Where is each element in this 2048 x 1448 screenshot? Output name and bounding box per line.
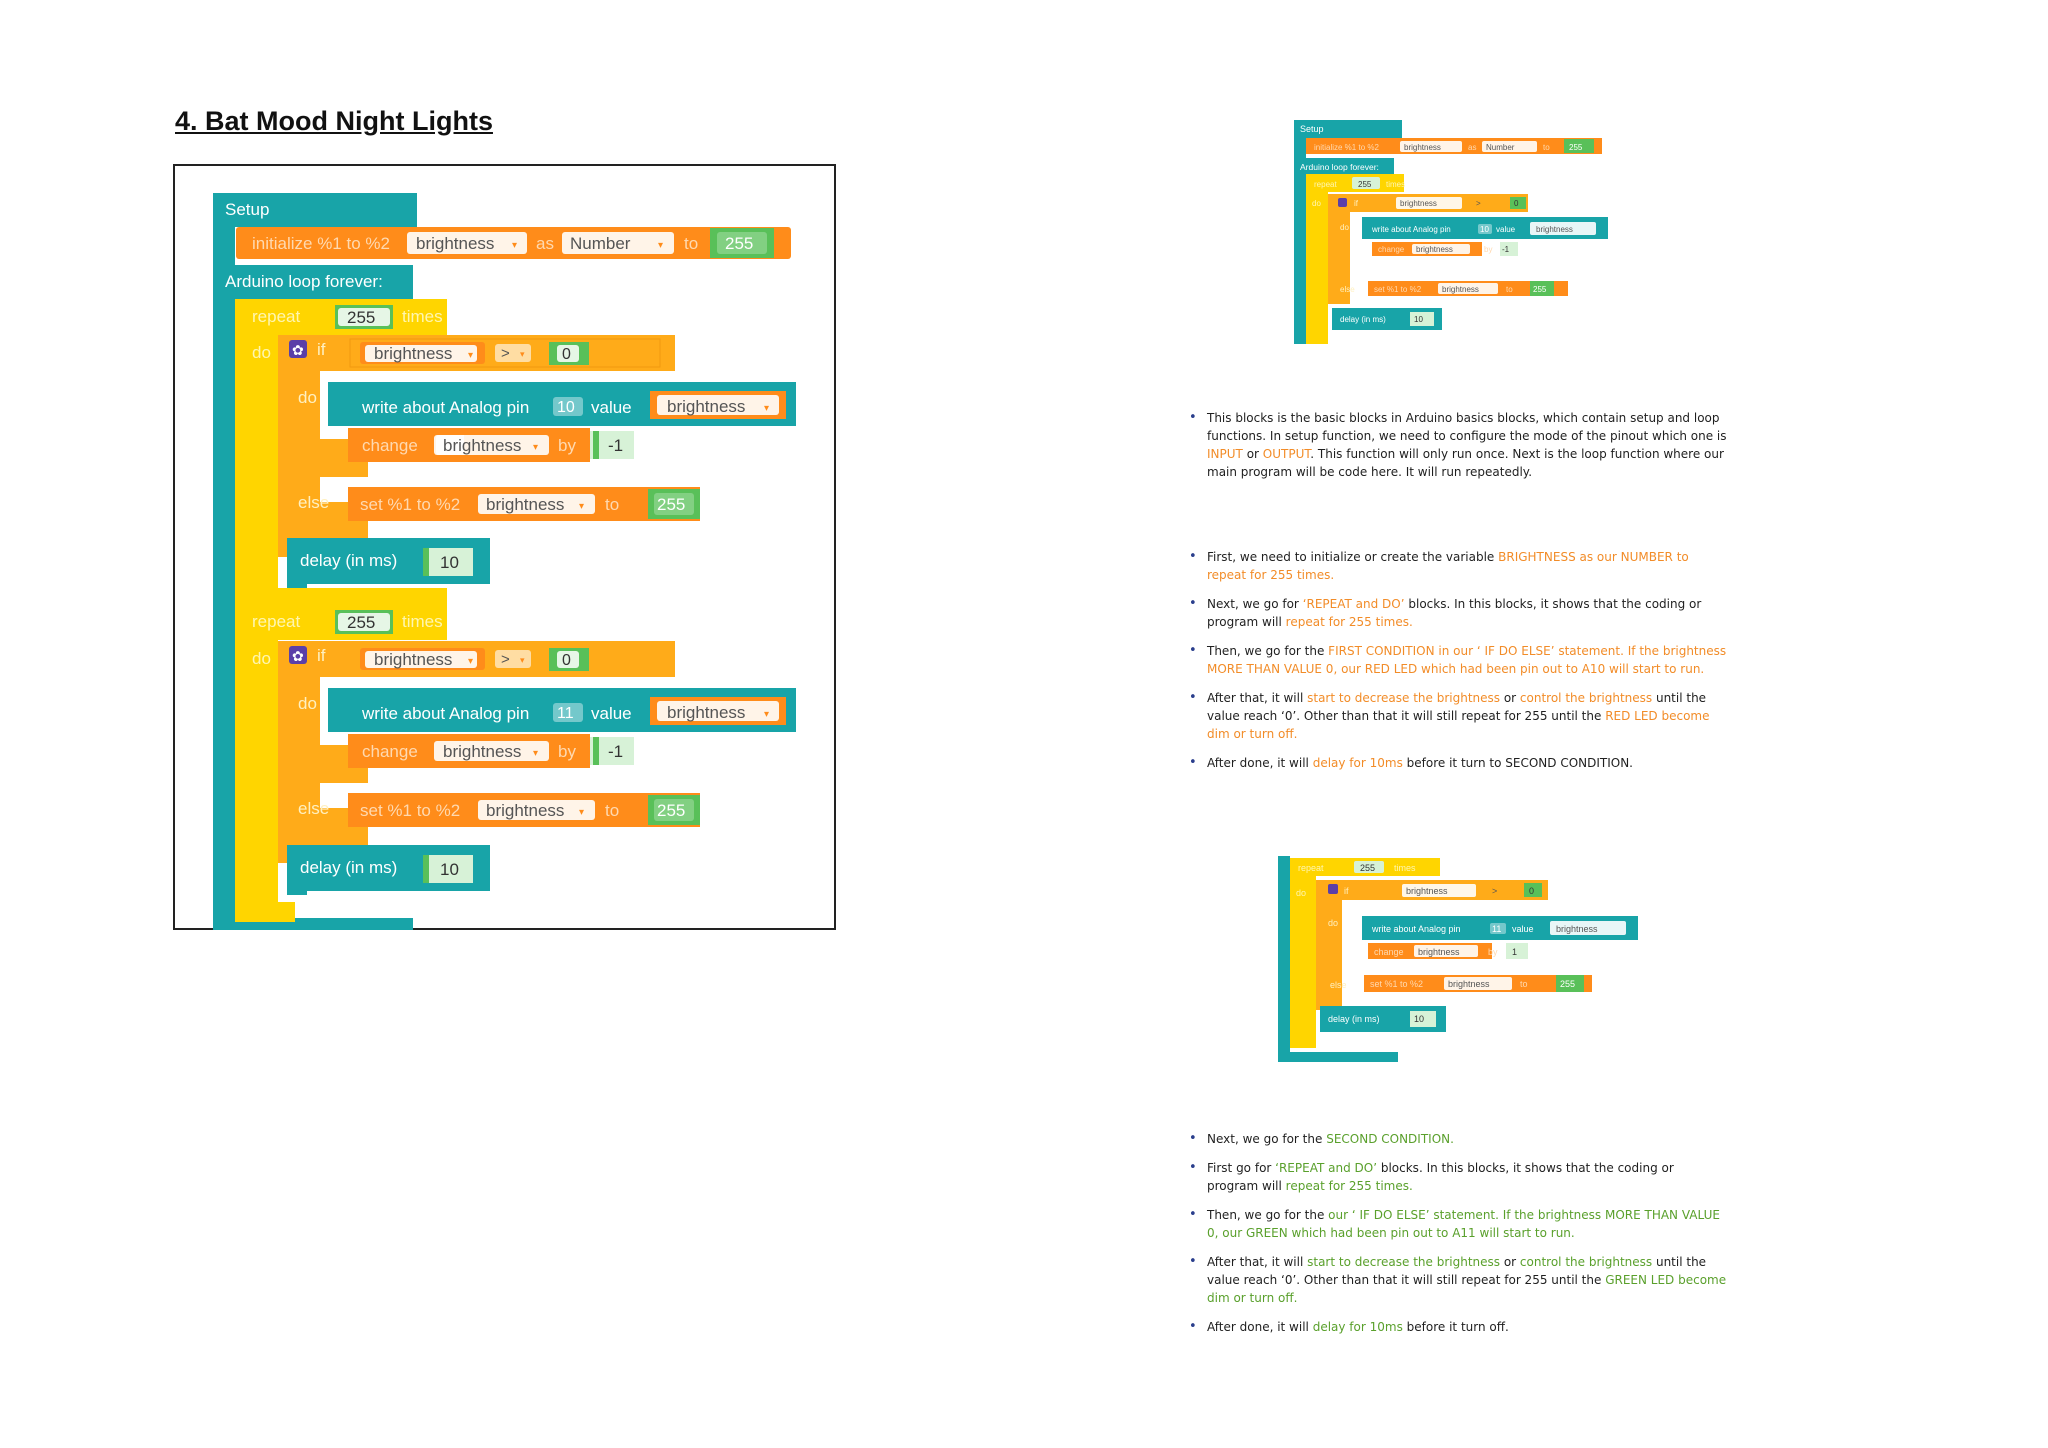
change-amount: -1: [1502, 245, 1510, 254]
set-value: 255: [657, 801, 686, 820]
cond-value: 0: [562, 652, 571, 669]
repeat-label: repeat: [1314, 180, 1337, 189]
note-item: [1187, 642, 1727, 678]
note-text: First, we need to initialize or create the variable: [1207, 550, 1499, 564]
type-number: Number: [1486, 143, 1515, 152]
by-label: by: [558, 742, 576, 761]
note-text: After done, it will: [1207, 756, 1313, 770]
note-item: [1187, 1130, 1727, 1148]
write-label: write about Analog pin: [1372, 924, 1461, 934]
note-item: [1187, 409, 1727, 481]
change-label: change: [362, 436, 418, 455]
do-label: do: [252, 649, 271, 668]
note-text: delay for 10ms: [1312, 1320, 1403, 1334]
cond-var: brightness: [1400, 199, 1437, 208]
init-var-name: brightness: [416, 234, 495, 253]
if-label: if: [317, 646, 326, 665]
set-value: 255: [657, 495, 686, 514]
setup-label: Setup: [225, 200, 270, 219]
note-text: or: [1242, 447, 1263, 461]
note-item: [1187, 595, 1727, 631]
note-text: INPUT: [1207, 447, 1243, 461]
write-label: write about Analog pin: [362, 704, 530, 723]
delay-label: delay (in ms): [1340, 315, 1386, 324]
note-text: start to decrease the brightness: [1307, 1255, 1501, 1269]
dropdown-icon: ▾: [764, 403, 770, 414]
pin-number: 10: [557, 399, 575, 416]
note-text: or: [1500, 1255, 1520, 1269]
note-text: until the value reach ‘0’. Other than that it will still repeat for 255 until the: [1207, 1255, 1707, 1287]
repeat-label: repeat: [1298, 863, 1324, 873]
to-label: to: [605, 801, 620, 820]
dropdown-icon: ▾: [468, 656, 474, 667]
change-amount: -1: [608, 436, 624, 455]
value-label: value: [1496, 225, 1516, 234]
pin-number: 11: [557, 705, 574, 722]
note-text: before it turn to SECOND CONDITION.: [1402, 756, 1633, 770]
note-text: until the value reach ‘0’. Other than that it will still repeat for 255 until the: [1207, 691, 1707, 723]
notes-first-condition: [1187, 548, 1727, 783]
note-item: [1187, 1318, 1727, 1336]
to-label: to: [1543, 143, 1550, 152]
dropdown-icon: ▾: [512, 240, 518, 251]
set-var: brightness: [1448, 979, 1490, 989]
delay-block-2: [287, 845, 490, 895]
page-heading: 4. Bat Mood Night Lights: [175, 106, 493, 136]
loop-label: Arduino loop forever:: [1300, 162, 1379, 172]
to-label: to: [684, 234, 699, 253]
to-label: to: [1520, 979, 1528, 989]
do-label: do: [1340, 223, 1349, 232]
dropdown-icon: ▾: [520, 655, 525, 665]
init-label: initialize %1 to %2: [252, 234, 390, 253]
note-item: [1187, 548, 1727, 584]
note-text: GREEN LED become dim or turn off.: [1207, 1273, 1727, 1305]
times-label: times: [402, 612, 443, 631]
value-label: value: [591, 398, 632, 417]
value-var: brightness: [1536, 225, 1573, 234]
delay-block-1: [287, 538, 490, 588]
init-label: initialize %1 to %2: [1314, 143, 1379, 152]
if-label: if: [317, 340, 326, 359]
analog-write-block-2: [328, 688, 796, 732]
note-text: After done, it will: [1207, 1320, 1313, 1334]
dropdown-icon: ▾: [579, 501, 585, 512]
note-item: [1187, 754, 1727, 772]
if-label: if: [1344, 886, 1349, 896]
change-label: change: [362, 742, 418, 761]
dropdown-icon: ▾: [579, 807, 585, 818]
operator-gt: >: [501, 345, 510, 362]
small-block-program-2: [1278, 856, 1640, 1062]
note-text: blocks. In this blocks, it shows that the coding or program will: [1207, 597, 1702, 629]
dropdown-icon: ▾: [764, 709, 770, 720]
note-text: SECOND CONDITION.: [1326, 1132, 1454, 1146]
repeat-count: 255: [347, 308, 376, 327]
gear-icon: ✿: [292, 342, 304, 358]
as-label: as: [536, 234, 554, 253]
change-amount: -1: [608, 742, 624, 761]
dropdown-icon: ▾: [533, 442, 539, 453]
note-text: repeat for 255 times.: [1285, 1179, 1413, 1193]
set-label: set %1 to %2: [360, 801, 461, 820]
note-text: This blocks is the basic blocks in Arduino basics blocks, which contain setup and loop functions. In setup function, we need to configure the mode of the pinout which one is: [1207, 411, 1727, 443]
write-label: write about Analog pin: [1372, 225, 1451, 234]
note-text: control the brightness: [1519, 1255, 1653, 1269]
type-number: Number: [570, 234, 631, 253]
do-label: do: [1328, 918, 1339, 928]
cond-value: 0: [1529, 886, 1535, 896]
cond-var: brightness: [374, 650, 453, 669]
change-var: brightness: [1416, 245, 1453, 254]
else-label: else: [298, 493, 330, 512]
change-label: change: [1378, 245, 1405, 254]
delay-value: 10: [1414, 315, 1423, 324]
delay-value: 10: [440, 553, 459, 572]
note-text: ‘REPEAT and DO’: [1302, 597, 1405, 611]
value-var: brightness: [667, 397, 746, 416]
by-label: by: [1484, 245, 1493, 254]
repeat-count: 255: [347, 613, 376, 632]
note-item: [1187, 1206, 1727, 1242]
set-label: set %1 to %2: [1370, 979, 1424, 989]
by-label: by: [1488, 947, 1498, 957]
note-item: [1187, 1253, 1727, 1307]
note-text: control the brightness: [1519, 691, 1653, 705]
init-value: 255: [1569, 143, 1583, 152]
note-text: RED LED become dim or turn off.: [1207, 709, 1710, 741]
operator-gt: >: [501, 651, 510, 668]
note-text: After that, it will: [1207, 691, 1308, 705]
cond-value: 0: [1514, 199, 1519, 208]
dropdown-icon: ▾: [658, 240, 664, 251]
else-label: else: [298, 799, 330, 818]
set-block-2: [348, 793, 700, 827]
note-text: repeat for 255 times.: [1285, 615, 1413, 629]
to-label: to: [605, 495, 620, 514]
as-label: as: [1468, 143, 1477, 152]
repeat-label: repeat: [252, 612, 301, 631]
delay-label: delay (in ms): [1328, 1014, 1380, 1024]
set-var: brightness: [486, 495, 565, 514]
change-var: brightness: [1418, 947, 1460, 957]
dropdown-icon: ▾: [468, 350, 474, 361]
change-var: brightness: [443, 436, 522, 455]
value-label: value: [591, 704, 632, 723]
change-var: brightness: [443, 742, 522, 761]
delay-label: delay (in ms): [300, 858, 398, 877]
operator-gt: >: [1476, 199, 1481, 208]
do-label: do: [1296, 888, 1307, 898]
cond-value: 0: [562, 346, 571, 363]
setup-label: Setup: [1300, 124, 1324, 134]
repeat-count: 255: [1358, 180, 1372, 189]
note-text: Next, we go for the: [1207, 1132, 1327, 1146]
to-label: to: [1506, 285, 1513, 294]
change-block-1: [348, 428, 634, 462]
dropdown-icon: ▾: [520, 349, 525, 359]
init-variable-block: [236, 227, 791, 259]
note-item: [1187, 689, 1727, 743]
pin-number: 10: [1480, 225, 1489, 234]
times-label: times: [402, 307, 443, 326]
change-block-2: [348, 734, 634, 768]
set-var: brightness: [486, 801, 565, 820]
write-label: write about Analog pin: [362, 398, 530, 417]
small-block-program-1: [1292, 120, 1620, 344]
note-text: delay for 10ms: [1312, 756, 1403, 770]
do-label: do: [298, 388, 317, 407]
set-value: 255: [1560, 979, 1576, 989]
note-text: BRIGHTNESS as our NUMBER to repeat for 255 times.: [1207, 550, 1689, 582]
dropdown-icon: ▾: [533, 748, 539, 759]
note-text: ‘REPEAT and DO’: [1275, 1161, 1378, 1175]
note-text: FIRST CONDITION in our ‘ IF DO ELSE’ statement. If the brightness MORE THAN VALUE 0, our RED LED which had been pin out to A10 will start to run.: [1207, 644, 1727, 676]
change-label: change: [1374, 947, 1404, 957]
times-label: times: [1386, 180, 1406, 189]
do-label: do: [252, 343, 271, 362]
by-label: by: [558, 436, 576, 455]
note-text: After that, it will: [1207, 1255, 1308, 1269]
notes-basic-blocks: [1187, 409, 1727, 492]
operator-gt: >: [1492, 886, 1498, 896]
value-var: brightness: [1556, 924, 1598, 934]
note-text: blocks. In this blocks, it shows that the coding or program will: [1207, 1161, 1674, 1193]
set-label: set %1 to %2: [1374, 285, 1422, 294]
cond-var: brightness: [374, 344, 453, 363]
value-var: brightness: [667, 703, 746, 722]
note-text: OUTPUT: [1262, 447, 1311, 461]
repeat-label: repeat: [252, 307, 301, 326]
cond-var: brightness: [1406, 886, 1448, 896]
change-amount: 1: [1512, 947, 1518, 957]
else-label: else: [1330, 980, 1347, 990]
if-label: if: [1354, 199, 1358, 208]
notes-second-condition: [1187, 1130, 1727, 1347]
set-var: brightness: [1442, 285, 1479, 294]
value-label: value: [1512, 924, 1534, 934]
init-var-name: brightness: [1404, 143, 1441, 152]
note-text: Then, we go for the: [1207, 644, 1329, 658]
note-text: . This function will only run once. Next is the loop function where our main program will be code here. It will run repeatedly.: [1207, 447, 1724, 479]
note-text: start to decrease the brightness: [1307, 691, 1501, 705]
times-label: times: [1394, 863, 1416, 873]
delay-value: 10: [440, 860, 459, 879]
do-label: do: [1312, 199, 1321, 208]
delay-value: 10: [1414, 1014, 1425, 1024]
analog-write-block-1: [328, 382, 796, 426]
note-text: First go for: [1207, 1161, 1276, 1175]
note-text: our ‘ IF DO ELSE’ statement. If the brightness MORE THAN VALUE 0, our GREEN which had been pin out to A11 will start to run.: [1207, 1208, 1720, 1240]
pin-number: 11: [1492, 924, 1502, 934]
else-label: else: [1340, 285, 1355, 294]
note-text: before it turn off.: [1402, 1320, 1509, 1334]
gear-icon: ✿: [292, 648, 304, 664]
init-value: 255: [725, 234, 754, 253]
set-block-1: [348, 487, 700, 521]
loop-label: Arduino loop forever:: [225, 272, 383, 291]
delay-label: delay (in ms): [300, 551, 398, 570]
main-block-program: [210, 190, 810, 930]
note-text: Next, we go for: [1207, 597, 1303, 611]
note-item: [1187, 1159, 1727, 1195]
set-label: set %1 to %2: [360, 495, 461, 514]
do-label: do: [298, 694, 317, 713]
note-text: or: [1500, 691, 1520, 705]
set-value: 255: [1533, 285, 1547, 294]
note-text: Then, we go for the: [1207, 1208, 1329, 1222]
repeat-count: 255: [1360, 863, 1376, 873]
